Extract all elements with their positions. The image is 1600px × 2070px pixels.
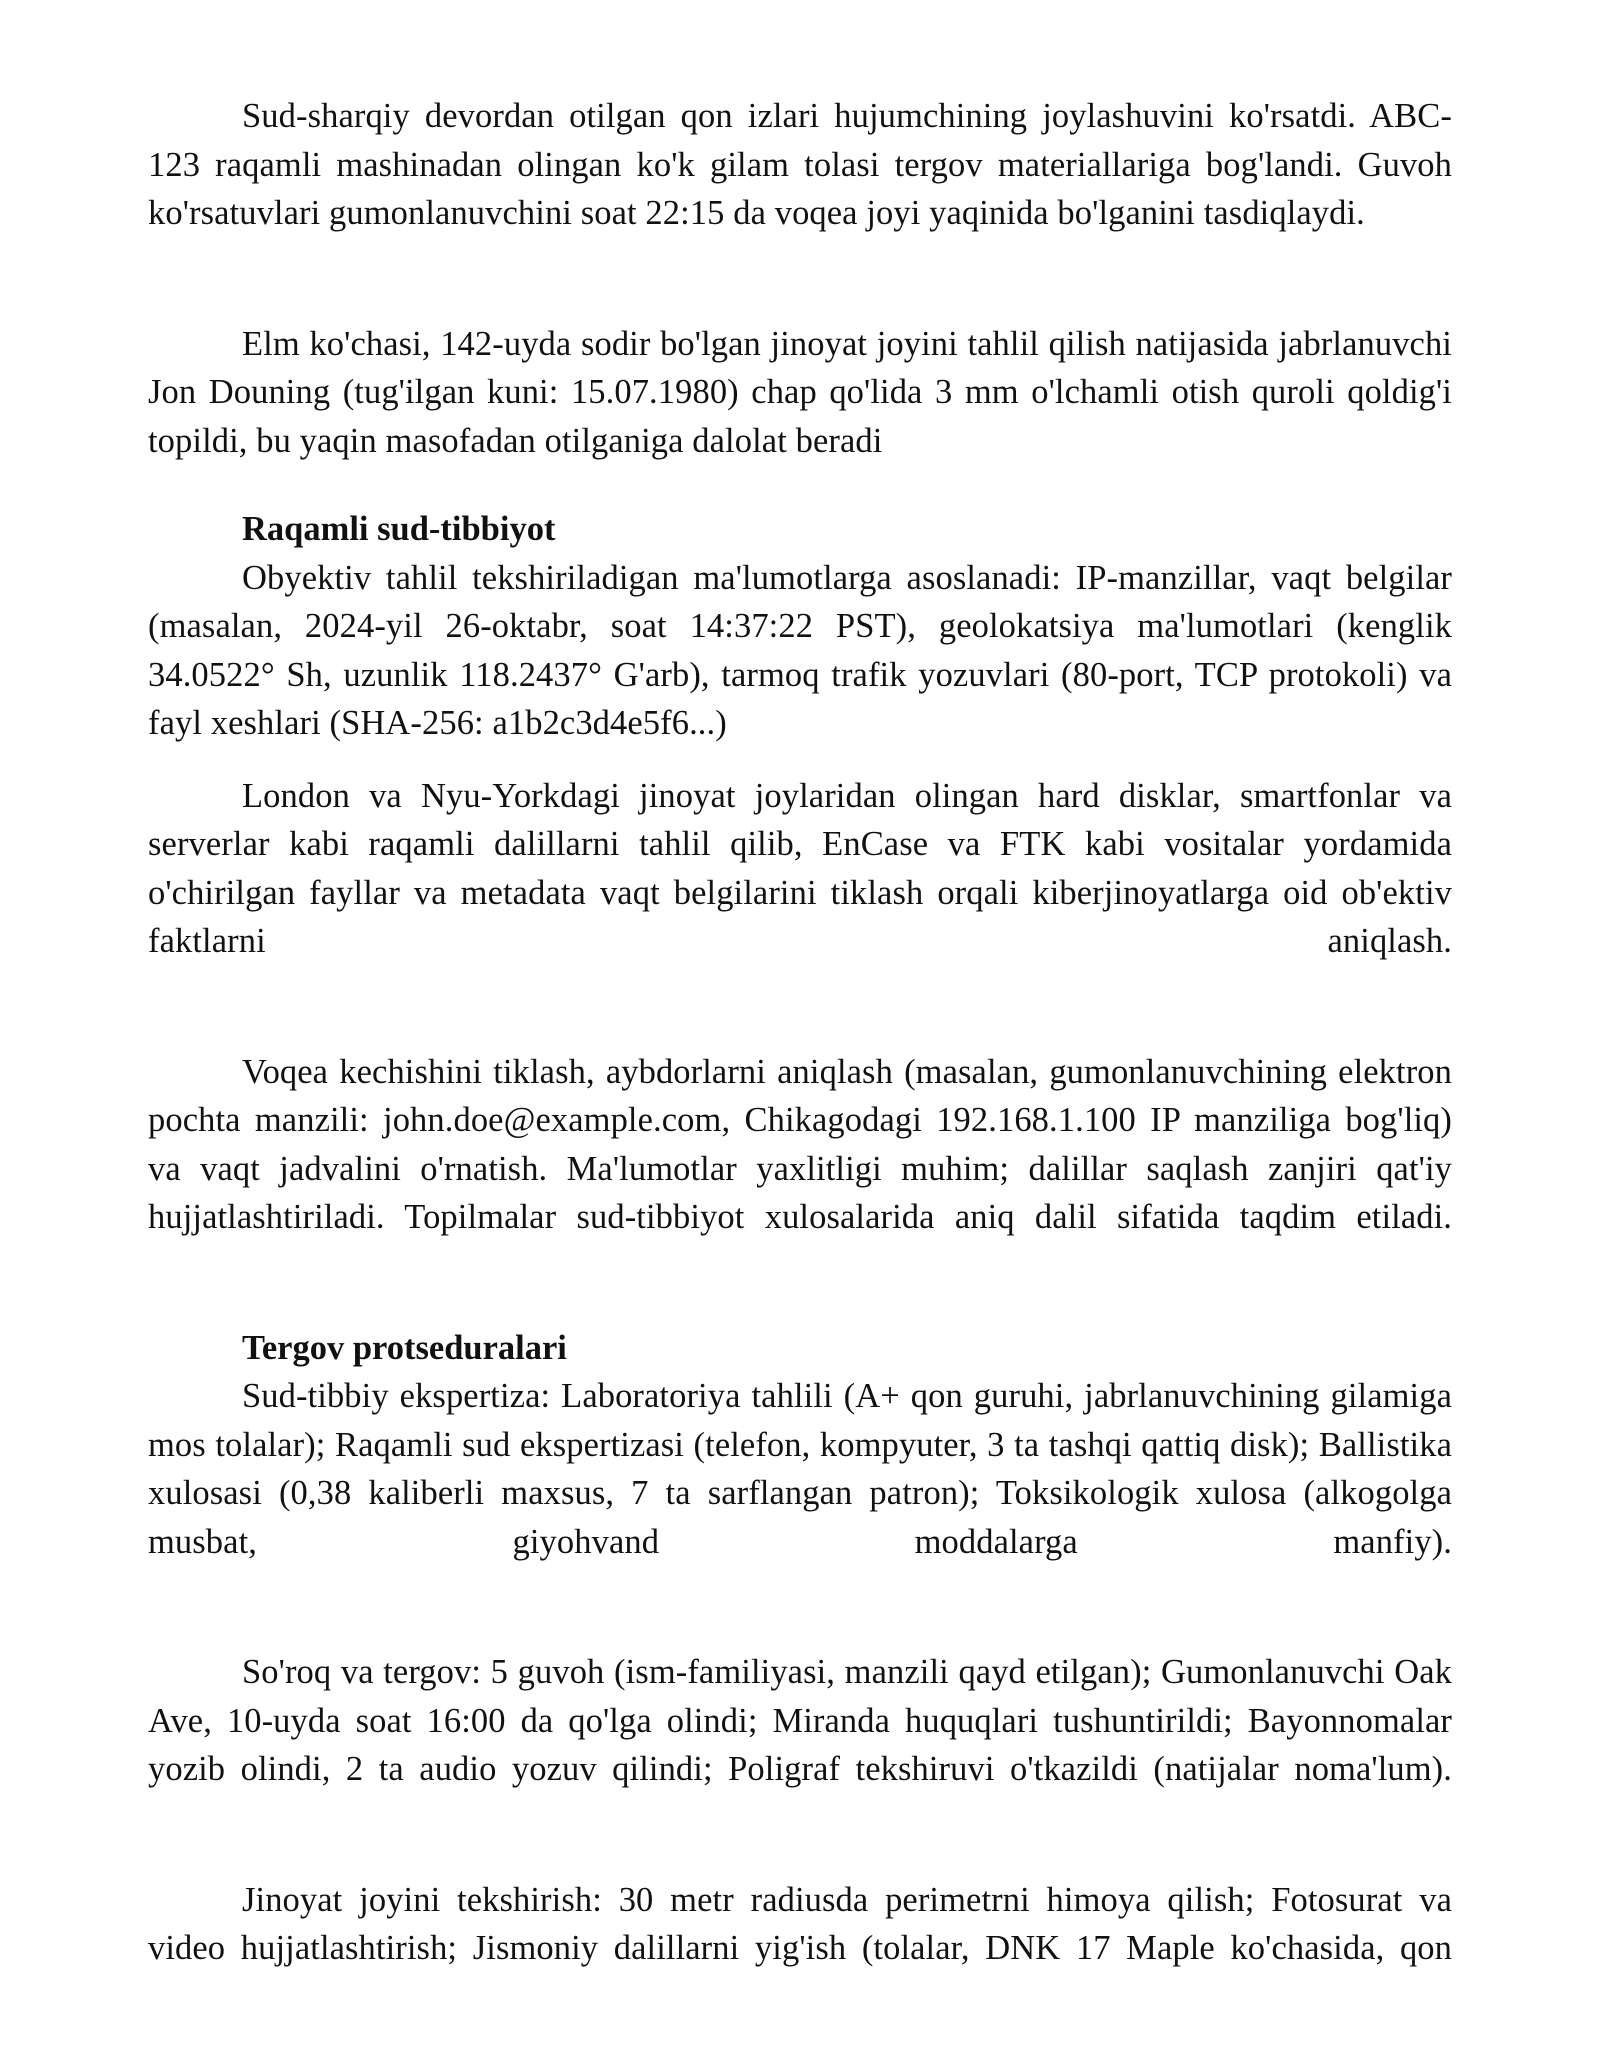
paragraph-objective-analysis: Obyektiv tahlil tekshiriladigan ma'lumotlarga asoslanadi: IP-manzillar, vaqt belgilar (masalan, 2024-yil 26-oktabr, soat 14:37:22 PST), geolokatsiya ma'lumotlari (kenglik 34.0522° Sh, uzunlik 118.2437° G'arb), tarmoq trafik yozuvlari (80-port, TCP protokoli) va fayl xeshlari (SHA-256: a1b2c3d4e5f6...)	[148, 558, 1452, 742]
paragraph-scene-inspection: Jinoyat joyini tekshirish: 30 metr radiusda perimetrni himoya qilish; Fotosurat va video hujjatlashtirish; Jismoniy dalillarni yig'ish (tolalar, DNK 17 Maple ko'chasida, qon	[148, 1880, 1452, 1967]
paragraph-crime-scene-analysis: Elm ko'chasi, 142-uyda sodir bo'lgan jinoyat joyini tahlil qilish natijasida jabrlanuvchi Jon Douning (tug'ilgan kuni: 15.07.1980) chap qo'lida 3 mm o'lchamli otish quroli qoldig'i topildi, bu yaqin masofadan otilganiga dalolat beradi	[148, 324, 1452, 460]
paragraph-blood-evidence: Sud-sharqiy devordan otilgan qon izlari hujumchining joylashuvini ko'rsatdi. ABC-123 raqamli mashinadan olingan ko'k gilam tolasi tergov materiallariga bog'landi. Guvoh ko'rsatuvlari gumonlanuvchini soat 22:15 da voqea joyi yaqinida bo'lganini tasdiqlaydi.	[148, 97, 1452, 232]
heading-investigation-procedures: Tergov protseduralari	[242, 1328, 567, 1367]
paragraph-reconstruction: Voqea kechishini tiklash, aybdorlarni aniqlash (masalan, gumonlanuvchining elektron pochta manzili: john.doe@example.com, Chikagodagi 192.168.1.100 IP manziliga bog'liq) va vaqt jadvalini o'rnatish. Ma'lumotlar yaxlitligi muhim; dalillar saqlash zanjiri qat'iy hujjatlashtiriladi. Topilmalar sud-tibbiyot xulosalarida aniq dalil sifatida taqdim etiladi.	[148, 1052, 1452, 1236]
paragraph-forensic-expertise: Sud-tibbiy ekspertiza: Laboratoriya tahlili (A+ qon guruhi, jabrlanuvchining gilamiga mos tolalar); Raqamli sud ekspertizasi (telefon, kompyuter, 3 ta tashqi qattiq disk); Ballistika xulosasi (0,38 kaliberli maxsus, 7 ta sarflangan patron); Toksikologik xulosa (alkogolga musbat, giyohvand moddalarga manfiy).	[148, 1377, 1452, 1561]
paragraph-digital-evidence: London va Nyu-Yorkdagi jinoyat joylaridan olingan hard disklar, smartfonlar va serverlar kabi raqamli dalillarni tahlil qilib, EnCase va FTK kabi vositalar yordamida o'chirilgan fayllar va metadata vaqt belgilarini tiklash orqali kiberjinoyatlarga oid ob'ektiv faktlarni aniqlash.	[148, 776, 1452, 960]
heading-digital-forensics: Raqamli sud-tibbiyot	[242, 510, 556, 548]
paragraph-interrogation: So'roq va tergov: 5 guvoh (ism-familiyasi, manzili qayd etilgan); Gumonlanuvchi Oak Ave, 10-uyda soat 16:00 da qo'lga olindi; Miranda huquqlari tushuntirildi; Bayonnomalar yozib olindi, 2 ta audio yozuv qilindi; Poligraf tekshiruvi o'tkazildi (natijalar noma'lum).	[148, 1653, 1452, 1788]
document-page	[148, 92, 1452, 1973]
